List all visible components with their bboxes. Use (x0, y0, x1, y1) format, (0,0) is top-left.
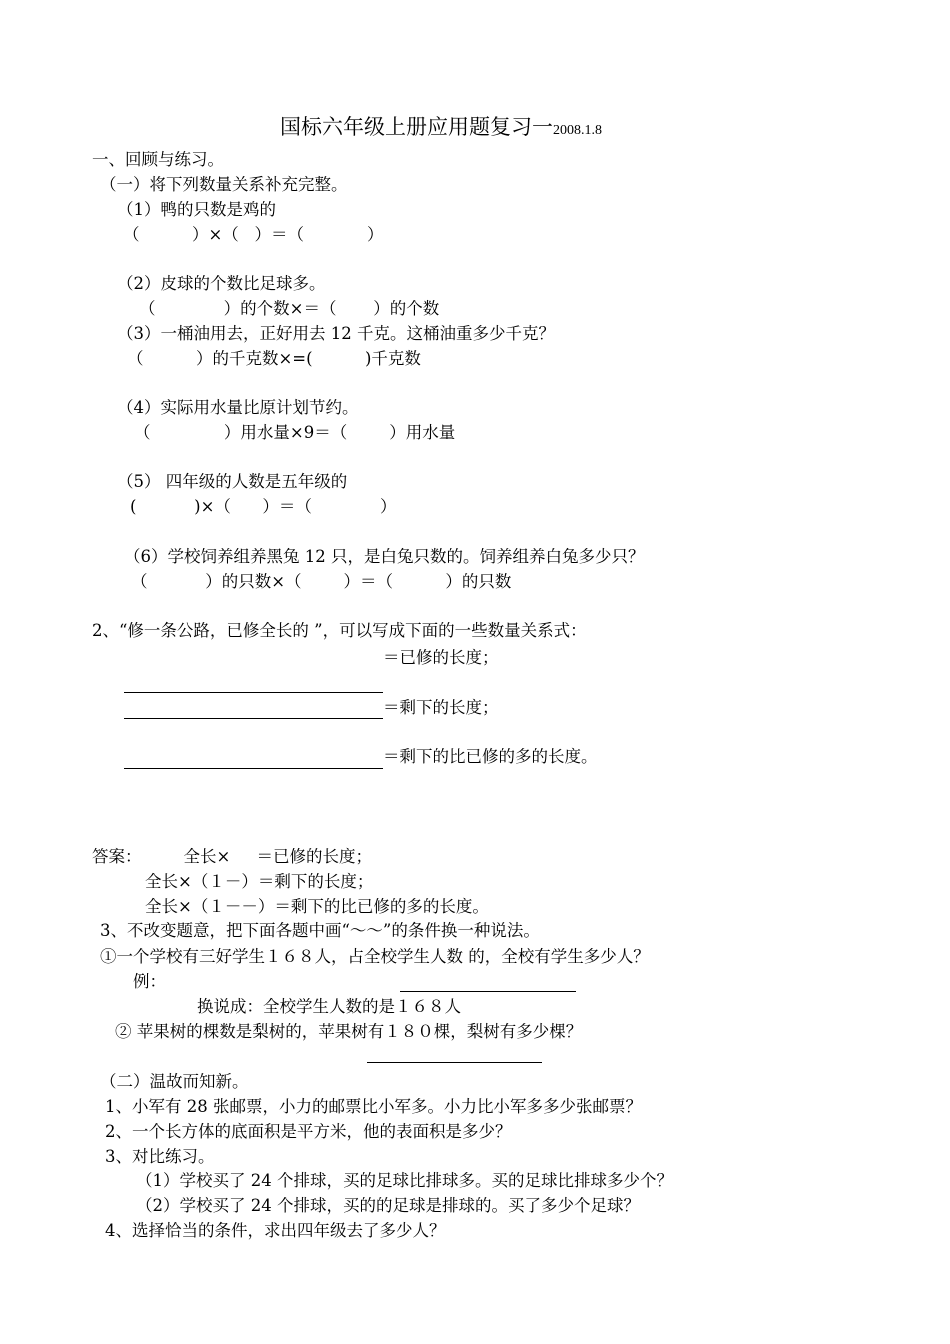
page-title (280, 114, 602, 144)
review-question-3: 3、对比练习。 (105, 1147, 215, 1166)
relation-difference-length: ＝剩下的比已修的多的长度。 (383, 747, 598, 766)
question-4: （4）实际用水量比原计划节约。 (117, 398, 359, 417)
answer-blank-2: （ ）的个数×＝（ ）的个数 (139, 299, 440, 318)
answer-line (400, 991, 576, 992)
answer-blank-5: ( )×（ ）＝（ ） (130, 497, 397, 516)
review-question-4: 4、选择恰当的条件，求出四年级去了多少人？ (105, 1221, 446, 1240)
answer-line (367, 1062, 542, 1063)
question-1: （1）鸭的只数是鸡的 (117, 200, 276, 219)
answer-key-2: 全长×（１－）＝剩下的长度； (145, 872, 374, 891)
section-heading-review: 一、回顾与练习。 (92, 150, 224, 169)
answer-blank-3: （ ）的千克数×=( )千克数 (127, 349, 421, 368)
answer-line (124, 692, 383, 693)
problem-3-stem: 3、不改变题意，把下面各题中画“～～”的条件换一种说法。 (100, 921, 540, 940)
problem-3-item-1: ①一个学校有三好学生１６８人，占全校学生人数 的，全校有学生多少人？ (100, 947, 650, 966)
subsection-heading-2: （二）温故而知新。 (100, 1072, 249, 1091)
problem-3-item-2: ② 苹果树的棵数是梨树的，苹果树有１８０棵，梨树有多少棵？ (115, 1022, 583, 1041)
question-2: （2）皮球的个数比足球多。 (117, 274, 326, 293)
example-rephrase: 换说成：全校学生人数的是１６８人 (197, 997, 461, 1016)
relation-remaining-length: ＝剩下的长度； (383, 698, 499, 717)
problem-2-stem: 2、“修一条公路，已修全长的 ”，可以写成下面的一些数量关系式： (92, 621, 587, 640)
review-question-2: 2、一个长方体的底面积是平方米，他的表面积是多少？ (105, 1122, 512, 1141)
answer-line (124, 718, 383, 719)
review-question-1: 1、小军有 28 张邮票，小力的邮票比小军多。小力比小军多多少张邮票？ (105, 1097, 642, 1116)
example-label: 例： (133, 972, 166, 991)
question-6: （6）学校饲养组养黑兔 12 只，是白兔只数的。饲养组养白兔多少只？ (124, 547, 645, 566)
question-3: （3）一桶油用去，正好用去 12 千克。这桶油重多少千克？ (117, 324, 555, 343)
answer-blank-1: （ ）×（ ）＝（ ） (123, 225, 384, 244)
answer-key-3: 全长×（１－－）＝剩下的比已修的多的长度。 (145, 897, 489, 916)
answer-key-1: 答案： 全长× ＝已修的长度； (92, 847, 373, 866)
comparison-item-2: （2）学校买了 24 个排球，买的的足球是排球的。买了多少个足球？ (136, 1196, 640, 1215)
answer-blank-6: （ ）的只数×（ ）＝（ ）的只数 (131, 572, 512, 591)
relation-built-length: ＝已修的长度； (383, 648, 499, 667)
answer-line (124, 768, 383, 769)
answer-blank-4: （ ）用水量×9＝（ ）用水量 (134, 423, 456, 442)
subsection-heading-1: （一）将下列数量关系补充完整。 (100, 175, 348, 194)
comparison-item-1: （1）学校买了 24 个排球，买的足球比排球多。买的足球比排球多少个？ (136, 1171, 673, 1190)
title-date: 2008.1.8 (553, 123, 602, 138)
title-text: 国标六年级上册应用题复习一 (280, 115, 553, 139)
question-5: （5） 四年级的人数是五年级的 (117, 472, 348, 491)
